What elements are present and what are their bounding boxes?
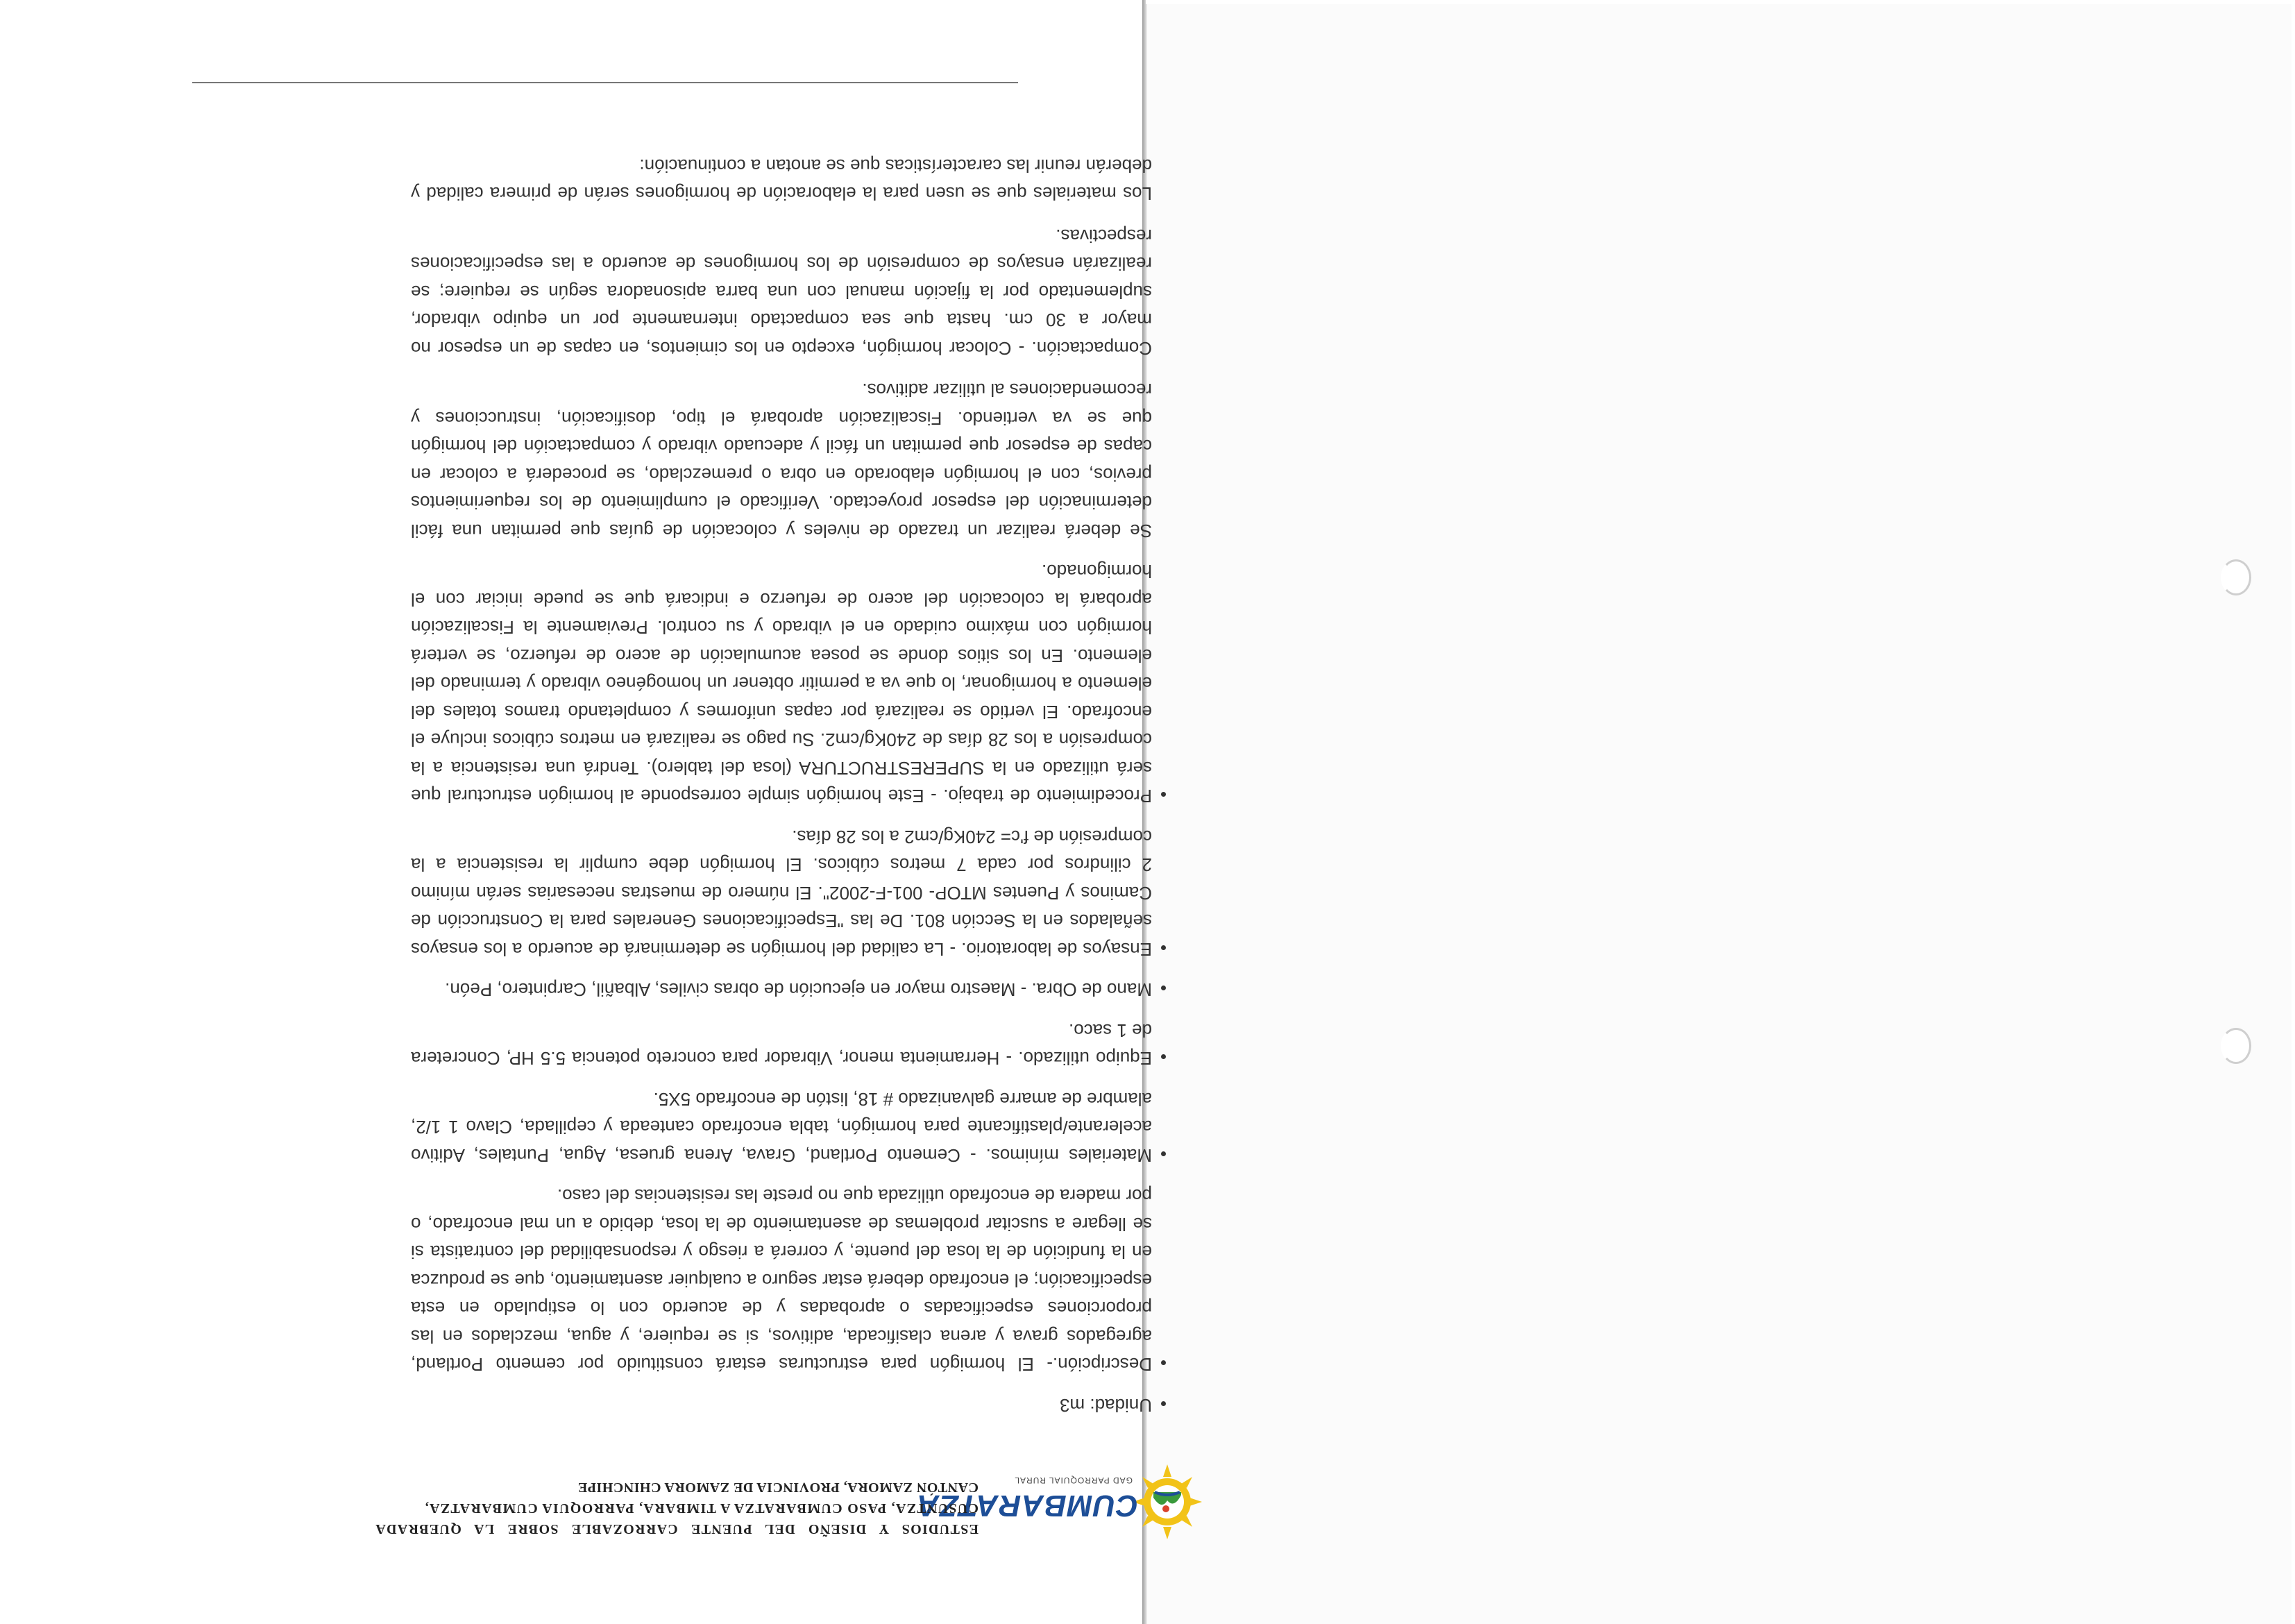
list-item-unidad: • Unidad: m3 [411, 1392, 1152, 1420]
page-header [376, 1421, 1202, 1546]
paragraph-compactacion: Compactación. - Colocar hormigón, excepto en los cimientos, en capas de un espesor no mayor a 30 cm. hasta que sea compactado internamente por un equipo vibrador, suplementado por la fijación manual con una barra apisonadora según se requiere; se realizarán ensayos de compresión de los hormigones de acuerdo a las especificaciones respectivas. [411, 226, 1152, 359]
spec-list [411, 557, 1181, 1419]
list-item-ensayos: • Ensayos de laboratorio. - La calidad del hormigón se determinará de acuerdo a los ensayos señalados en la Sección 801. De las "Especificaciones Generales para la Construcción de Caminos y Puentes MTOP- 001-F-2002". El número de muestras necesarias serán mínimo 2 cilindros por cada 7 metros cúbicos. El hormigón debe cumplir la resistencia a la compresión de f'c= 240Kg/cm2 a los 28 días. [411, 823, 1152, 964]
specification-body [411, 138, 1181, 1420]
list-item-procedimiento: • Procedimiento de trabajo. - Este hormigón simple corresponde al hormigón estructural que será utilizado en la SUPERESTRUCTURA (losa del tablero). Tendrá una resistencia a la compresión a los 28 días de 240Kg/cm2. Su pago se realizará en metros cúbicos incluye el encofrado. El vertido se realizará por capas uniformes y completando tramos totales del elemento a hormigonar, lo que va a permitir obtener un homogéneo vibrado y terminado del elemento. En los sitios donde se posea acumulación de acero de refuerzo, se verterá hormigón con máximo cuidado en el vibrado y su control. Previamente la Fiscalización aprobará la colocación del acero de refuerzo e indicará que se puede iniciar con el hormigonado. [411, 557, 1152, 811]
logo-title: CUMBARATZA [916, 1489, 1138, 1523]
paragraph-niveles: Se deberá realizar un trazado de niveles y colocación de guías que permitan una fácil determinación del espesor proyectado. Verificado el cumplimiento de los requerimientos previos, con el hormigón elaborado en obra o premezclado, se procederá a colocar en capas de espesor que permitan un fácil y adecuado vibrado y compactación del hormigón que se va vertiendo. Fiscalización aprobará el tipo, dosificación, instrucciones y recomendaciones al utilizar aditivos. [411, 380, 1152, 541]
paragraph-materiales-calidad: Los materiales que se usen para la elaboración de hormigones serán de primera calidad y deberán reunir las características que se anotan a continuación: [411, 155, 1152, 205]
list-item-descripcion: • Descripción.- El hormigón para estructuras estará constituido por cemento Portland, agregados grava y arena clasificada, aditivos, si se requiere, y agua, mezclados en las proporciones especificadas o aprobadas y de acuerdo con lo estipulado en esta especificación; el encofrado deberá estar seguro a cualquier asentamiento, que se produzca en la fundición de la losa del puente, y correrá a riesgo y responsabilidad del contratista si se llegare a suscitar problemas de asentamiento de la losa, debido a un mal encofrado, o por madera de encofrado utilizada que no preste las resistencias del caso. [411, 1182, 1152, 1379]
project-title [375, 1477, 979, 1539]
footer-rule [192, 82, 1018, 83]
cumbaratza-logo [916, 1442, 1202, 1546]
project-location: CANTÓN ZAMORA, PROVINCIA DE ZAMORA CHINCHIPE [577, 1480, 979, 1495]
list-item-equipo: • Equipo utilizado. - Herramienta menor, Vibrador para concreto potencia 5.5 HP, Concretera de 1 saco. [411, 1017, 1152, 1073]
logo-subtitle: GAD PARROQUIAL RURAL [1014, 1475, 1133, 1485]
project-title-text: ESTUDIOS Y DISEÑO DEL PUENTE CARROZABLE SOBRE LA QUEBRADA CUSUNTZA, PASO CUMBARATZA A TIMBARA, PARROQUIA CUMBARATZA, [375, 1500, 979, 1537]
list-item-materiales: • Materiales mínimos. - Cemento Portland, Grava, Arena gruesa, Agua, Puntales, Aditivo acelerante/plastificante para hormigón, tabla encofrado canteada y cepillada, Clavo 1 1/2, alambre de amarre galvanizado # 18, listón de encofrado 5X5. [411, 1085, 1152, 1170]
list-item-mano-obra: • Mano de Obra. - Maestro mayor en ejecución de obras civiles, Albañil, Carpintero, Peón. [411, 976, 1152, 1004]
